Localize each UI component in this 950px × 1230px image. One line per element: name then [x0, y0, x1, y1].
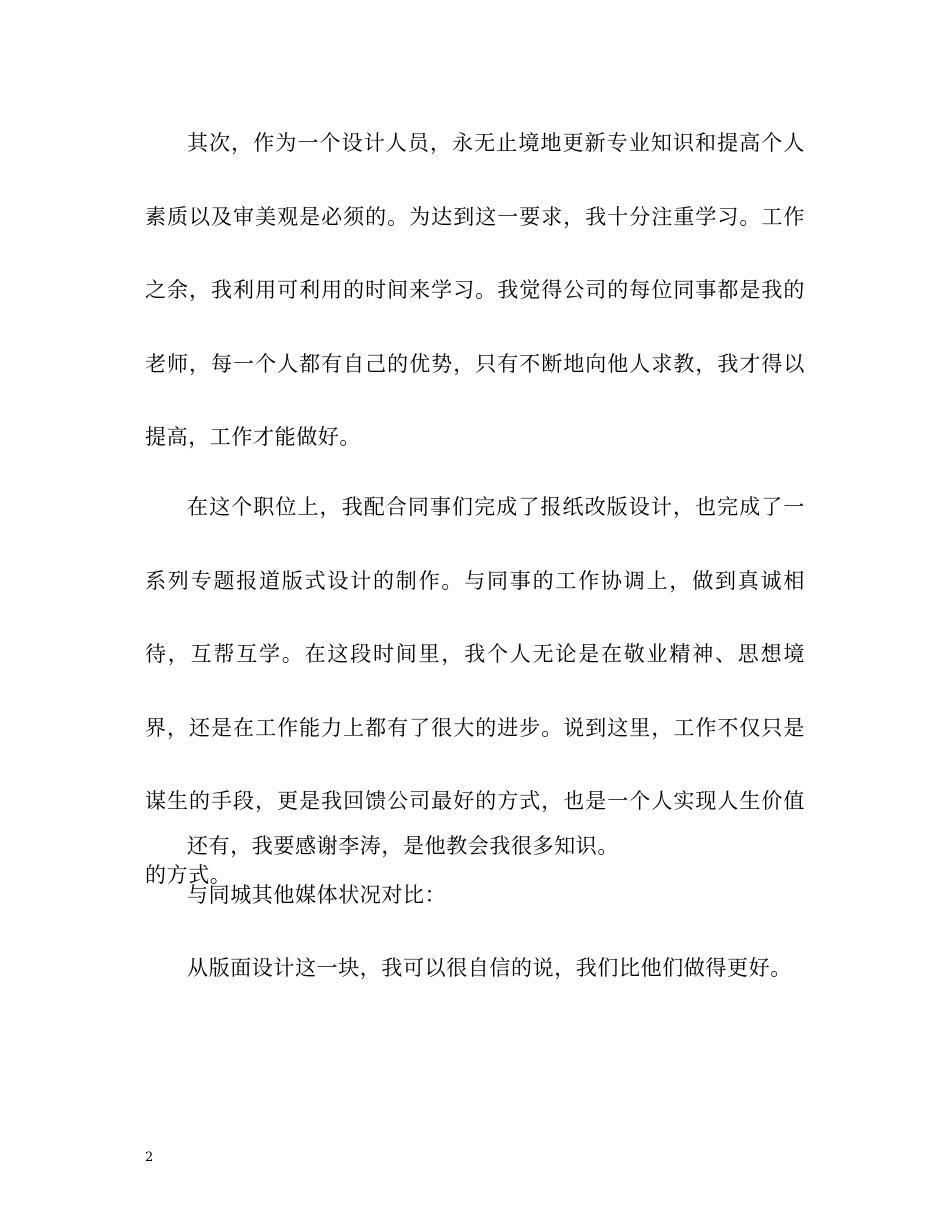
paragraph-design-learning: 其次，作为一个设计人员，永无止境地更新专业知识和提高个人素质以及审美观是必须的。为达到这一要求，我十分注重学习。工作之余，我利用可利用的时间来学习。我觉得公司的每位同事都是我的老师，每一个人都有自己的优势，只有不断地向他人求教，我才得以提高，工作才能做好。 [145, 131, 805, 449]
paragraph-position-work: 在这个职位上，我配合同事们完成了报纸改版设计，也完成了一系列专题报道版式设计的制作。与同事的工作协调上，做到真诚相待，互帮互学。在这段时间里，我个人无论是在敬业精神、思想境界，还是在工作能力上都有了很大的进步。说到这里，工作不仅只是谋生的手段，更是我回馈公司最好的方式，也是一个人实现人生价值的方式。 [145, 495, 805, 887]
paragraph-layout-design: 从版面设计这一块，我可以很自信的说，我们比他们做得更好。 [187, 956, 792, 980]
paragraph-comparison-heading: 与同城其他媒体状况对比： [187, 883, 447, 907]
paragraph-thanks: 还有，我要感谢李涛，是他教会我很多知识。 [187, 834, 619, 858]
page-number: 2 [145, 1150, 154, 1165]
